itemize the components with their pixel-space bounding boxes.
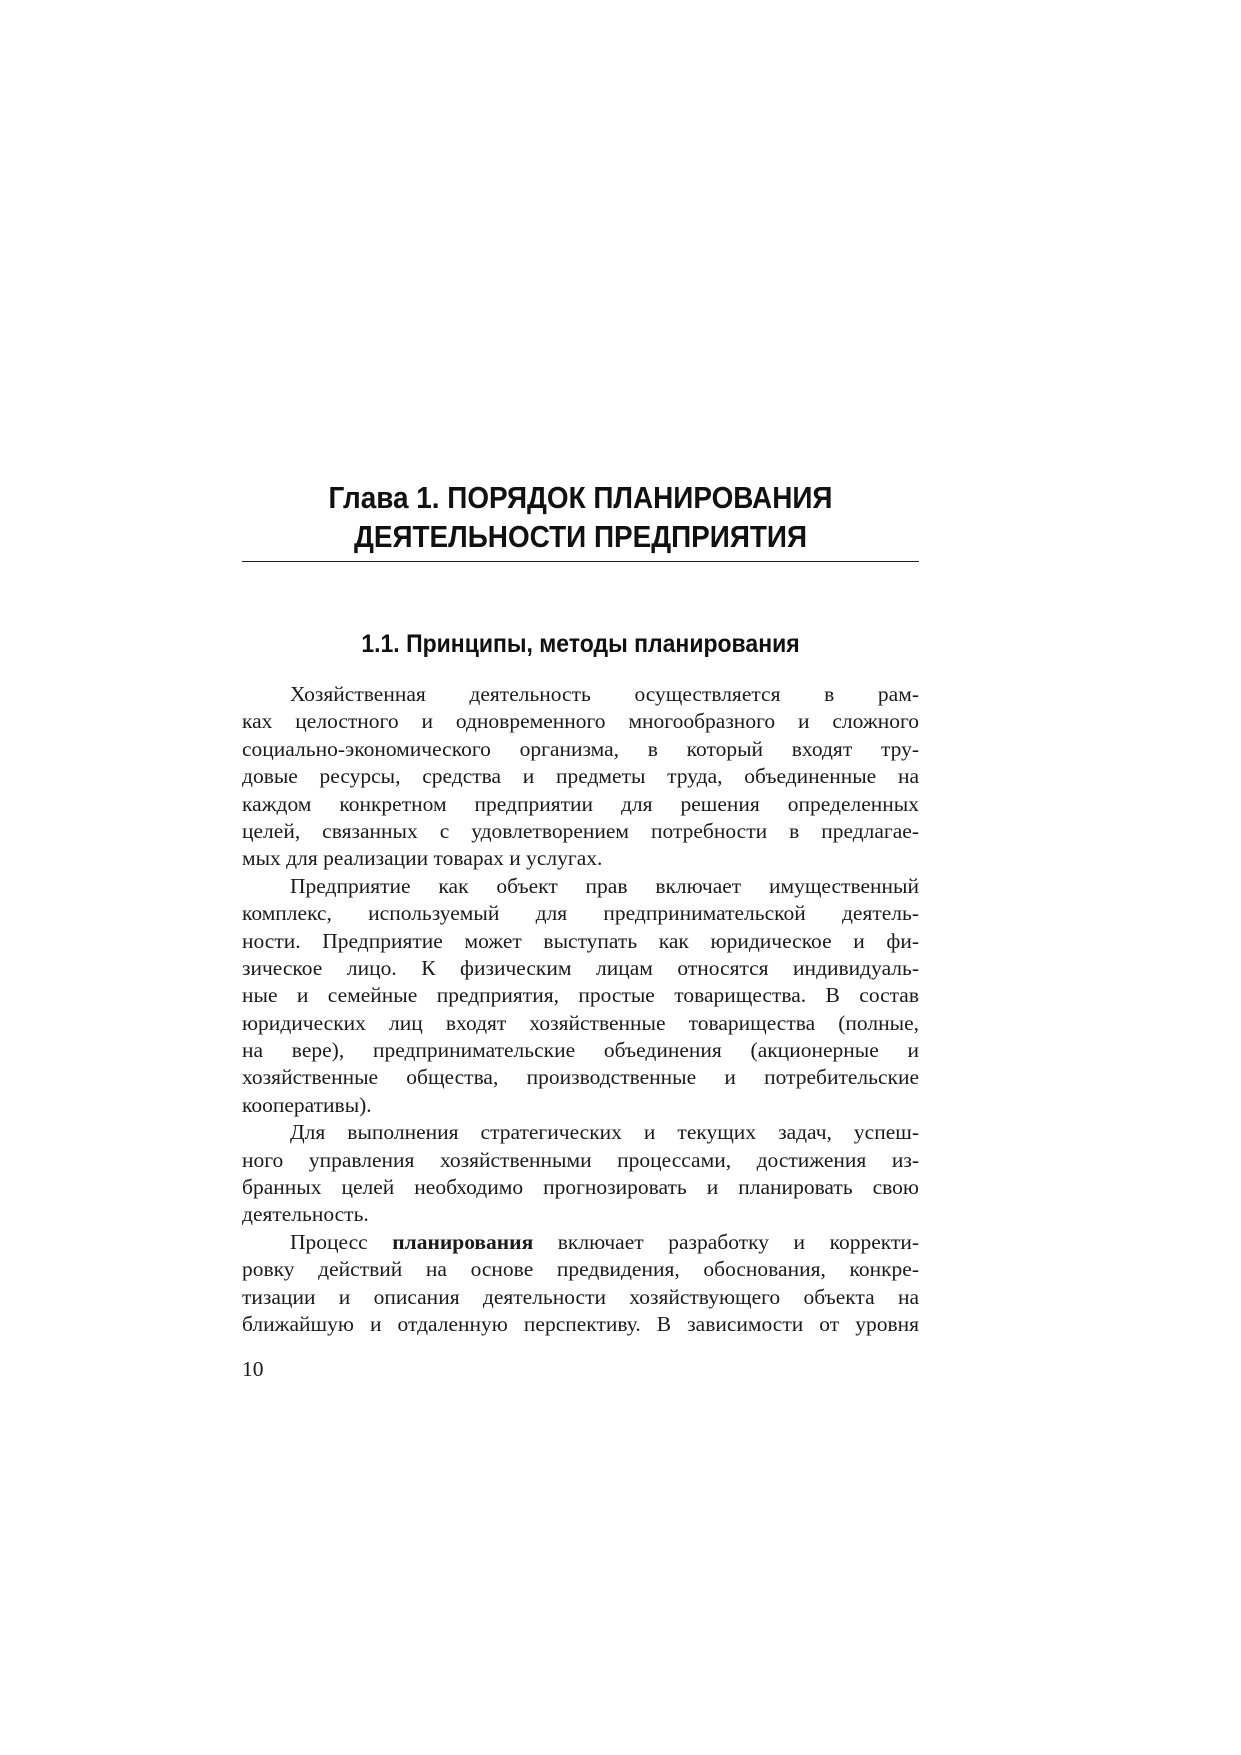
text-line: Предприятие как объект прав включает имущественный xyxy=(290,873,919,898)
paragraph-2 xyxy=(242,873,919,1120)
section-title: 1.1. Принципы, методы планирования xyxy=(361,630,800,658)
text-run: включает разработку и корректи- xyxy=(533,1229,920,1254)
text-line: кооперативы). xyxy=(242,1092,372,1117)
text-line: комплекс, используемый для предпринимательской деятель- xyxy=(242,901,919,926)
paragraph-4 xyxy=(242,1229,919,1339)
text-line: Для выполнения стратегических и текущих задач, успеш- xyxy=(290,1120,919,1145)
chapter-title-line-1: Глава 1. ПОРЯДОК ПЛАНИРОВАНИЯ xyxy=(328,480,833,515)
chapter-title-line-2: ДЕЯТЕЛЬНОСТИ ПРЕДПРИЯТИЯ xyxy=(353,519,808,554)
text-line: хозяйственные общества, производственные и потребительские xyxy=(242,1065,919,1090)
text-line: ности. Предприятие может выступать как юридическое и фи- xyxy=(242,928,919,953)
text-line: довые ресурсы, средства и предметы труда, объединенные на xyxy=(242,764,919,789)
text-line: социально-экономического организма, в который входят тру- xyxy=(242,736,919,761)
text-line: ровку действий на основе предвидения, обоснования, конкре- xyxy=(242,1257,919,1282)
text-run: Процесс xyxy=(290,1229,393,1254)
text-line: зическое лицо. К физическим лицам относятся индивидуаль- xyxy=(242,955,919,980)
page-number: 10 xyxy=(242,1357,264,1381)
text-line: бранных целей необходимо прогнозировать и планировать свою xyxy=(242,1175,919,1200)
text-line: на вере), предпринимательские объединения (акционерные и xyxy=(242,1038,919,1063)
text-line: Хозяйственная деятельность осуществляется в рам- xyxy=(290,682,919,706)
text-line: ного управления хозяйственными процессами, достижения из- xyxy=(242,1147,919,1172)
text-line: ках целостного и одновременного многообразного и сложного xyxy=(242,709,919,734)
text-line: деятельность. xyxy=(242,1202,369,1227)
paragraph-3 xyxy=(242,1119,919,1229)
text-line xyxy=(242,1229,919,1256)
text-line: юридических лиц входят хозяйственные товарищества (полные, xyxy=(242,1010,919,1035)
paragraph-1 xyxy=(242,681,919,873)
text-line: ные и семейные предприятия, простые товарищества. В состав xyxy=(242,983,919,1008)
chapter-title xyxy=(276,478,885,556)
text-line: целей, связанных с удовлетворением потребности в предлагае- xyxy=(242,818,919,843)
bold-term: планирования xyxy=(392,1229,534,1254)
text-line: тизации и описания деятельности хозяйствующего объекта на xyxy=(242,1284,919,1309)
chapter-title-rule xyxy=(242,561,919,562)
text-line: ближайшую и отдаленную перспективу. В зависимости от уровня xyxy=(242,1311,919,1336)
text-line: мых для реализации товарах и услугах. xyxy=(242,846,603,871)
text-line: каждом конкретном предприятии для решения определенных xyxy=(242,791,919,816)
body-text xyxy=(242,681,919,1338)
